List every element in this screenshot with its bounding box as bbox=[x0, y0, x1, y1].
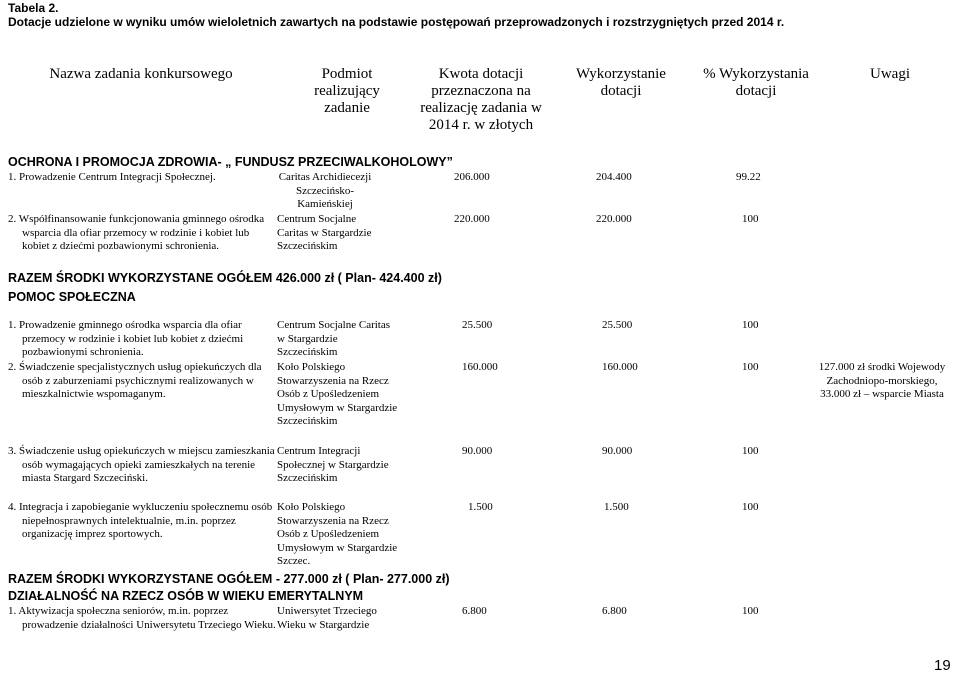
health-row-1-percent: 99.22 bbox=[736, 171, 761, 183]
social-row-2-note: 127.000 zł środki Wojewody Zachodniopo-morskiego, 33.000 zł – wsparcie Miasta bbox=[818, 361, 946, 400]
header-notes: Uwagi bbox=[870, 66, 910, 82]
header-used: Wykorzystanie dotacji bbox=[576, 66, 666, 99]
social-row-3-used: 90.000 bbox=[602, 445, 633, 457]
health-total: RAZEM ŚRODKI WYKORZYSTANE OGÓŁEM 426.000 zł ( Plan- 424.400 zł) bbox=[8, 271, 442, 285]
social-row-4-percent: 100 bbox=[742, 501, 759, 513]
social-row-1-entity: Centrum Socjalne Caritas w Stargardzie Szczecińskim bbox=[277, 319, 391, 358]
social-total: RAZEM ŚRODKI WYKORZYSTANE OGÓŁEM - 277.000 zł ( Plan- 277.000 zł) bbox=[8, 572, 450, 586]
header-entity: Podmiot realizujący zadanie bbox=[314, 66, 380, 116]
social-row-4-name: 4. Integracja i zapobieganie wykluczeniu społecznemu osób niepełnosprawnych intelektualnie, m.in. poprzez organizację imprez sportowych. bbox=[8, 501, 273, 540]
social-row-4-amount: 1.500 bbox=[468, 501, 493, 513]
seniors-row-1-used: 6.800 bbox=[602, 605, 627, 617]
social-row-2-amount: 160.000 bbox=[462, 361, 498, 373]
social-row-4-used: 1.500 bbox=[604, 501, 629, 513]
social-row-3-amount: 90.000 bbox=[462, 445, 493, 457]
health-row-1-amount: 206.000 bbox=[454, 171, 490, 183]
social-row-4-entity: Koło Polskiego Stowarzyszenia na Rzecz Osób z Upośledzeniem Umysłowym w Stargardzie Szczec. bbox=[277, 501, 398, 567]
section-title-seniors: DZIAŁALNOŚĆ NA RZECZ OSÓB W WIEKU EMERYTALNYM bbox=[8, 589, 364, 603]
social-row-1-name: 1. Prowadzenie gminnego ośrodka wsparcia dla ofiar przemocy w rodzinie i kobiet lub kobiet z dziećmi pozbawionymi schronienia. bbox=[8, 319, 244, 358]
health-row-1-entity: Caritas Archidiecezji Szczecińsko-Kamieńskiej bbox=[278, 171, 372, 210]
health-row-2-name: 2. Współfinansowanie funkcjonowania gminnego ośrodka wsparcia dla ofiar przemocy w rodzinie i kobiet lub kobiet z dziećmi pozbawionymi schronienia. bbox=[8, 213, 265, 252]
social-row-2-percent: 100 bbox=[742, 361, 759, 373]
social-row-2-used: 160.000 bbox=[602, 361, 638, 373]
header-task-name: Nazwa zadania konkursowego bbox=[49, 66, 233, 82]
health-row-1-name: 1. Prowadzenie Centrum Integracji Społecznej. bbox=[8, 171, 216, 183]
social-row-1-used: 25.500 bbox=[602, 319, 633, 331]
health-row-2-percent: 100 bbox=[742, 213, 759, 225]
social-row-3-percent: 100 bbox=[742, 445, 759, 457]
seniors-row-1-percent: 100 bbox=[742, 605, 759, 617]
social-row-1-percent: 100 bbox=[742, 319, 759, 331]
social-row-3-name: 3. Świadczenie usług opiekuńczych w miejscu zamieszkania osób wymagających opieki zamieszkałych na terenie miasta Stargard Szczeciński. bbox=[8, 445, 275, 484]
social-row-2-name: 2. Świadczenie specjalistycznych usług opiekuńczych dla osób z zaburzeniami psychicznymi realizowanych w mieszkalnictwie wspomaganym. bbox=[8, 361, 262, 400]
health-row-1-used: 204.400 bbox=[596, 171, 632, 183]
social-row-1-amount: 25.500 bbox=[462, 319, 493, 331]
health-row-2-used: 220.000 bbox=[596, 213, 632, 225]
header-percent: % Wykorzystania dotacji bbox=[703, 66, 809, 99]
health-row-2-entity: Centrum Socjalne Caritas w Stargardzie Szczecińskim bbox=[277, 213, 372, 252]
seniors-row-1-entity: Uniwersytet Trzeciego Wieku w Stargardzie bbox=[277, 605, 377, 631]
health-row-2-amount: 220.000 bbox=[454, 213, 490, 225]
social-row-2-entity: Koło Polskiego Stowarzyszenia na Rzecz Osób z Upośledzeniem Umysłowym w Stargardzie Szczecińskim bbox=[277, 361, 398, 427]
table-label: Tabela 2. bbox=[8, 1, 59, 15]
page-number: 19 bbox=[934, 657, 951, 674]
section-title-health: OCHRONA I PROMOCJA ZDROWIA- „ FUNDUSZ PRZECIWALKOHOLOWY” bbox=[8, 155, 453, 169]
social-row-3-entity: Centrum Integracji Społecznej w Stargardzie Szczecińskim bbox=[277, 445, 389, 484]
seniors-row-1-amount: 6.800 bbox=[462, 605, 487, 617]
section-title-social: POMOC SPOŁECZNA bbox=[8, 290, 136, 304]
header-amount: Kwota dotacji przeznaczona na realizację zadania w 2014 r. w złotych bbox=[420, 66, 542, 133]
seniors-row-1-name: 1. Aktywizacja społeczna seniorów, m.in. poprzez prowadzenie działalności Uniwersytetu Trzeciego Wieku. bbox=[8, 605, 276, 631]
table-caption: Dotacje udzielone w wyniku umów wieloletnich zawartych na podstawie postępowań przeprowadzonych i rozstrzygniętych przed 2014 r. bbox=[8, 15, 785, 29]
